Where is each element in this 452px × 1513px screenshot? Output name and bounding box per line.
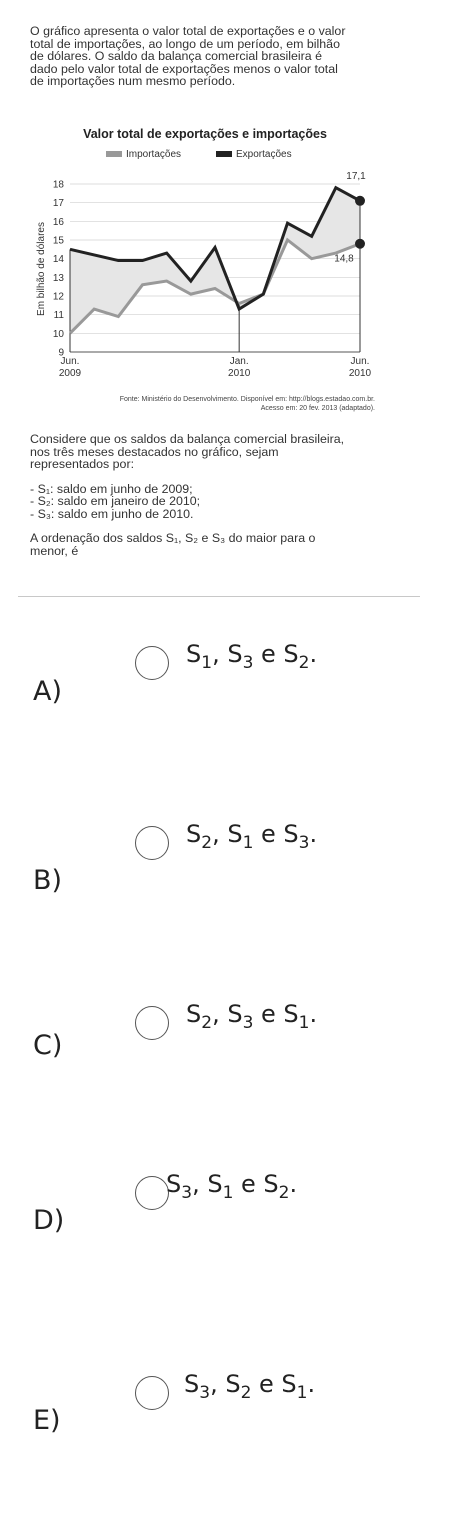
consider-line: representados por:: [30, 457, 135, 471]
option-separator: e: [253, 820, 284, 848]
option-term-subscript: 2: [298, 653, 310, 673]
option-term-subscript: 1: [201, 653, 213, 673]
option-term-subscript: 1: [242, 833, 254, 853]
option-term: $S_3$: [227, 1000, 254, 1033]
legend-swatch-exportacoes: [216, 151, 232, 157]
option-term-subscript: 2: [240, 1383, 252, 1403]
s-definition: - S₁: saldo em junho de 2009;: [30, 481, 193, 496]
option-text[interactable]: [186, 820, 317, 853]
option-term: $S_2$: [225, 1370, 252, 1403]
option-term: $S_1$: [186, 640, 213, 673]
option-term-subscript: 3: [298, 833, 310, 853]
option-term: $S_2$: [186, 820, 213, 853]
option-separator: ,: [212, 640, 228, 668]
intro-line: O gráfico apresenta o valor total de exportações e o valor: [30, 24, 346, 38]
option-term-subscript: 3: [199, 1383, 211, 1403]
y-tick-label: 10: [52, 328, 64, 340]
x-tick-month: Jan.: [229, 356, 249, 367]
option-letter: C): [33, 1030, 63, 1061]
option-term-subscript: 3: [242, 653, 254, 673]
x-tick-month: Jun.: [60, 356, 80, 367]
option-radio[interactable]: [135, 1006, 169, 1040]
option-term: $S_3$: [227, 640, 254, 673]
chart-title: Valor total de exportações e importações: [83, 127, 327, 141]
point-importacoes-end: [355, 239, 365, 249]
x-tick-year: 2009: [58, 368, 82, 379]
consider-line: Considere que os saldos da balança comercial brasileira,: [30, 432, 345, 446]
question-intro: [30, 25, 422, 88]
option-term-subscript: 2: [201, 833, 213, 853]
option-term-subscript: 3: [181, 1183, 193, 1203]
option-separator: e: [253, 640, 284, 668]
option-radio[interactable]: [135, 826, 169, 860]
option-term-subscript: 2: [201, 1013, 213, 1033]
question-intro-text: [30, 25, 422, 88]
option-term-subscript: 1: [298, 1013, 310, 1033]
data-label-importacoes: 14,8: [334, 253, 354, 265]
option-term-subscript: 1: [222, 1183, 234, 1203]
option-term: $S_3$: [283, 820, 310, 853]
option-term: $S_3$: [184, 1370, 211, 1403]
chart-legend: [106, 149, 292, 160]
y-tick-label: 11: [53, 310, 64, 322]
divider: [18, 596, 420, 597]
option-separator: ,: [210, 1370, 226, 1398]
option-term: $S_1$: [207, 1170, 234, 1203]
option-term: $S_1$: [227, 820, 254, 853]
y-tick-label: 14: [52, 254, 64, 266]
option-radio[interactable]: [135, 646, 169, 680]
y-tick-label: 18: [52, 179, 64, 191]
chart: [30, 122, 382, 417]
intro-line: total de importações, ao longo de um período, em bilhão: [30, 36, 340, 51]
option-text[interactable]: [184, 1370, 315, 1403]
option-term: $S_3$: [166, 1170, 193, 1203]
option-separator: ,: [212, 820, 228, 848]
option-letter: D): [33, 1205, 65, 1236]
y-tick-label: 16: [52, 216, 64, 228]
question-body: [30, 433, 422, 557]
option-text[interactable]: [166, 1170, 297, 1203]
line-chart: [30, 122, 382, 417]
y-axis-label: Em bilhão de dólares: [36, 222, 47, 316]
option-term: $S_2$: [283, 640, 310, 673]
option-text[interactable]: [186, 640, 317, 673]
option-term: $S_2$: [186, 1000, 213, 1033]
point-exportacoes-end: [355, 196, 365, 206]
x-tick-month: Jun.: [350, 356, 370, 367]
option-term-subscript: 3: [242, 1013, 254, 1033]
option-term: $S_2$: [263, 1170, 290, 1203]
option-separator: .: [307, 1370, 316, 1398]
option-radio[interactable]: [135, 1176, 169, 1210]
legend-label-importacoes: Importações: [126, 149, 182, 160]
option-term: $S_1$: [281, 1370, 308, 1403]
option-separator: e: [251, 1370, 282, 1398]
option-term: $S_1$: [283, 1000, 310, 1033]
intro-line: de dólares. O saldo da balança comercial brasileira é: [30, 49, 323, 63]
option-separator: e: [253, 1000, 284, 1028]
option-term-subscript: 1: [296, 1383, 308, 1403]
x-tick-year: 2010: [228, 368, 251, 379]
final-question-line: A ordenação dos saldos S₁, S₂ e S₃ do maior para o: [30, 531, 316, 545]
legend-label-exportacoes: Exportações: [236, 149, 292, 160]
option-separator: e: [233, 1170, 264, 1198]
y-tick-label: 15: [52, 235, 64, 247]
option-letter: E): [33, 1405, 61, 1436]
data-label-exportacoes: 17,1: [346, 170, 366, 182]
consider-line: nos três meses destacados no gráfico, sejam: [30, 444, 279, 459]
y-tick-label: 17: [52, 198, 64, 210]
option-letter: A): [33, 676, 63, 707]
option-term-subscript: 2: [278, 1183, 290, 1203]
option-separator: .: [309, 640, 318, 668]
option-text[interactable]: [186, 1000, 317, 1033]
s-definition: - S₃: saldo em junho de 2010.: [30, 506, 194, 521]
option-separator: ,: [212, 1000, 228, 1028]
y-tick-label: 13: [52, 272, 64, 284]
chart-source-line-1: Fonte: Ministério do Desenvolvimento. Disponível em: http://blogs.estadao.com.br.: [119, 396, 375, 403]
final-question-line: menor, é: [30, 543, 79, 558]
intro-line: dado pelo valor total de exportações menos o valor total: [30, 61, 338, 76]
option-radio[interactable]: [135, 1376, 169, 1410]
legend-swatch-importacoes: [106, 151, 122, 157]
y-tick-label: 9: [58, 347, 64, 359]
option-separator: .: [309, 1000, 318, 1028]
option-letter: B): [33, 865, 63, 896]
y-tick-label: 12: [52, 291, 64, 303]
s-definition: - S₂: saldo em janeiro de 2010;: [30, 494, 201, 508]
option-separator: .: [289, 1170, 298, 1198]
chart-source-line-2: Acesso em: 20 fev. 2013 (adaptado).: [260, 405, 375, 412]
x-tick-year: 2010: [348, 368, 372, 379]
option-separator: ,: [192, 1170, 208, 1198]
intro-line: de importações num mesmo período.: [30, 74, 236, 88]
option-separator: .: [309, 820, 318, 848]
